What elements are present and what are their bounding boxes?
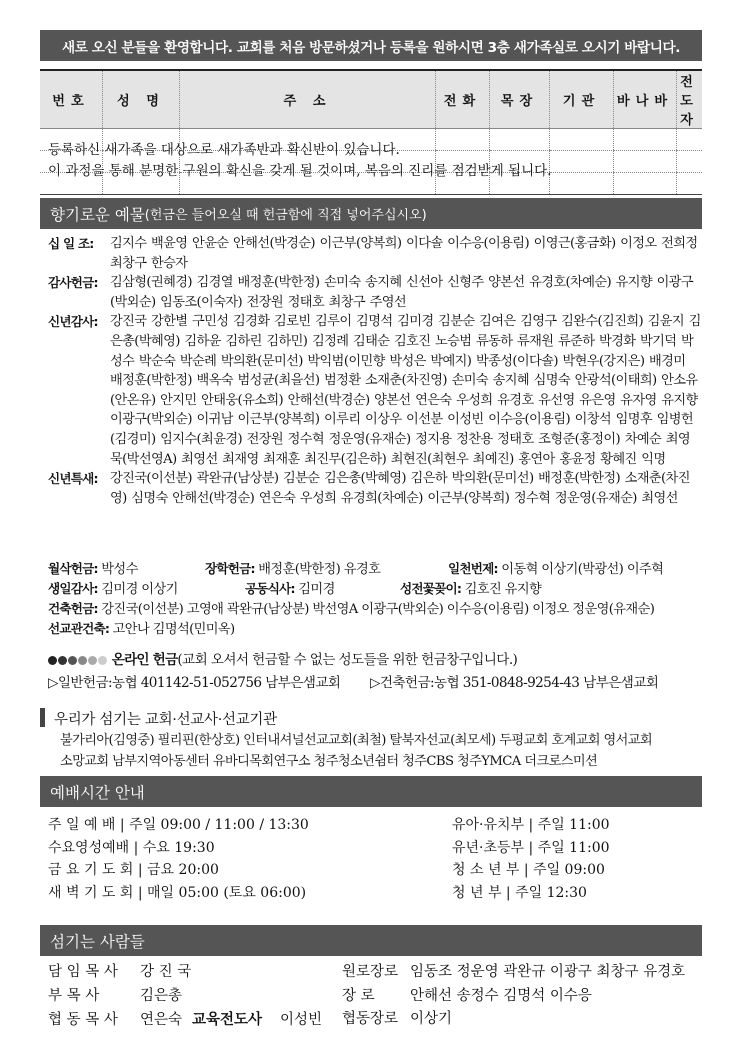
servers-right [342, 961, 685, 1032]
role-name: 김은총 [140, 987, 183, 1004]
role-label: 담 임 목 사 [48, 964, 118, 980]
offering-header [40, 198, 702, 229]
offering-label: 십 일 조: [48, 236, 94, 251]
list-item [48, 273, 702, 312]
meal-label: 공동식사: [245, 581, 295, 596]
role-label: 협 동 목 사 [48, 1012, 118, 1028]
dots-icon [48, 652, 108, 668]
worship-time-wednesday: 수요영성예배 | 수요 19:30 [48, 839, 215, 856]
servers-header [40, 925, 702, 956]
list-item [48, 469, 702, 508]
role-name: 임동조 정운영 곽완규 이광구 최창구 유경호 [410, 964, 686, 980]
worship-right [452, 814, 610, 904]
col-barnabas: 바나바 [614, 70, 677, 129]
flower-label: 성전꽃꽂이: [400, 581, 462, 596]
online-heading [48, 648, 517, 668]
misc-row-2 [48, 578, 178, 597]
registration-note-2: 이 과정을 통해 분명한 구원의 확신을 갖게 될 것이며, 복음의 진리를 점검받게 됩니다. [48, 163, 552, 179]
misc-row-1 [48, 558, 138, 577]
online-general: ▷일반헌금:농협 401142-51-052756 남부은샘교회 [48, 675, 341, 691]
col-name: 성 명 [103, 70, 180, 129]
flower-names: 김호진 유지향 [464, 582, 542, 597]
role-name: 이성빈 [280, 1012, 323, 1028]
col-org: 기관 [550, 70, 614, 129]
list-item [48, 1008, 322, 1033]
misc-row-3 [48, 598, 654, 617]
role-name: 강 진 국 [140, 964, 192, 980]
col-evangelist: 전도자 [677, 70, 703, 129]
weekly-names: 박성수 [101, 562, 138, 577]
worship-header [40, 776, 702, 807]
servers-title: 섬기는 사람들 [50, 932, 145, 951]
role-label: 부 목 사 [48, 987, 100, 1004]
first-names: 이동혁 이상기(박광선) 이주혁 [501, 562, 664, 577]
worship-time-youth: 청 소 년 부 | 주일 09:00 [452, 862, 605, 878]
role-label: 교육전도사 [192, 1011, 263, 1028]
offering-names: 강진국(이선분) 곽완규(남상분) 김분순 김은총(박혜영) 김은하 박의환(문미선) 배정훈(박한정) 소재춘(차진영) 심명숙 안해선(박경순) 연은숙 우성희 유경희(차예순) 이근부(양복희) 정수혁 정운영(유재순) 최영선 [110, 471, 690, 506]
worship-time-kinder: 유아·유치부 | 주일 11:00 [452, 817, 610, 833]
build-names: 강진국(이선분) 고영애 곽완규(남상분) 박선영A 이광구(박외순) 이수응(이용림) 이정오 정운영(유재순) [101, 602, 655, 617]
col-phone: 전화 [436, 70, 490, 129]
offering-title: 향기로운 예물 [50, 205, 145, 224]
welcome-banner: 새로 오신 분들을 환영합니다. 교회를 처음 방문하셨거나 등록을 원하시면 3층 새가족실로 오시기 바랍니다. [40, 30, 702, 61]
online-title: 온라인 헌금 [111, 652, 178, 668]
list-item [48, 312, 702, 469]
role-name: 안해선 송정수 김명석 이수응 [410, 987, 592, 1004]
offering-list [48, 234, 702, 508]
offering-names: 강진국 강한별 구민성 김경화 김로빈 김루이 김명석 김미경 김분순 김여은 김영구 김완수(김진희) 김윤지 김은총(박혜영) 김하윤 김하린 김하민) 김정례 김태순 김호진 노승범 류동하 류재원 류준하 박경화 박기덕 박성수 박순숙 박순례 박의환(문미선) 박익범(이민향 박성은 박예지) 박종성(이다솔) 박현우(강지은) 배경미 배정훈(박한정) 백옥숙 범성균(최을선) 범정환 소재춘(차진영) 손미숙 송지혜 심명숙 안광석(이태희) 안소유(안온유) 안지민 안태웅(유소희) 안해선(박경순) 양본선 연은숙 우성희 유경호 유선영 유은영 유자영 유지향 이광구(박외순) 이귀남 이근부(양복희) 이루리 이상우 이선분 이성빈 이수응(이용림) 이창석 임명후 임병헌(김경미) 임지수(최윤경) 전장원 정수혁 정운영(유재순) 정지용 정찬용 정태호 조형준(홍정이) 차예순 최영묵(박선영A) 최영선 최재영 최재훈 최진무(김은하) 최현진(최현우 최예진) 홍연아 홍윤정 황혜진 익명 [110, 314, 701, 467]
birthday-label: 생일감사: [48, 581, 98, 596]
list-item [48, 961, 322, 985]
misc-row-4 [48, 618, 235, 637]
offering-names: 김지수 백윤영 안윤순 안해선(박경순) 이근부(양복희) 이다솔 이수응(이용림) 이영근(홍금화) 이정오 전희정 최창구 한승자 [110, 236, 698, 271]
birthday-names: 김미경 이상기 [101, 582, 178, 597]
role-label: 장 로 [342, 987, 375, 1004]
col-group: 목장 [490, 70, 550, 129]
online-note: (교회 오셔서 헌금할 수 없는 성도들을 위한 헌금창구입니다.) [177, 652, 518, 668]
registration-note-1: 등록하신 새가족을 대상으로 새가족반과 확신반이 있습니다. [48, 142, 400, 158]
worship-time-young-adult: 청 년 부 | 주일 12:30 [452, 884, 587, 901]
list-item [48, 985, 322, 1009]
offering-label: 신년감사: [48, 314, 98, 330]
servers-left [48, 961, 322, 1033]
misc-row-1b [205, 558, 380, 577]
offering-title-note: (헌금은 들어오실 때 헌금함에 직접 넣어주십시오) [144, 208, 427, 223]
weekly-label: 월삭헌금: [48, 561, 98, 576]
scholar-label: 장학헌금: [205, 561, 255, 576]
missions-line-2: 소망교회 남부지역아동센터 유바디목회연구소 청주청소년쉼터 청주CBS 청주YMCA 더크로스미션 [60, 754, 598, 769]
worship-time-friday: 금 요 기 도 회 | 금요 20:00 [48, 862, 219, 878]
offering-label: 신년특새: [48, 471, 98, 487]
registration-header-row [40, 70, 702, 129]
col-address: 주 소 [180, 70, 436, 129]
worship-title: 예배시간 안내 [50, 783, 145, 802]
list-item [48, 234, 702, 273]
missions-line-1: 불가리아(김영중) 필리핀(한상호) 인터내셔널선교교회(최철) 탈북자선교(최모세) 두평교회 호계교회 영서교회 [60, 733, 653, 748]
offering-names: 김삼형(권혜경) 김경열 배정훈(박한정) 손미숙 송지혜 신선아 신형주 양본선 유경호(차예순) 유지향 이광구(박외순) 임동조(이숙자) 전장원 정태호 최창구 주영선 [110, 275, 694, 310]
offering-label: 감사헌금: [48, 275, 98, 291]
first-label: 일천번제: [448, 561, 498, 576]
role-name: 연은숙 [140, 1012, 183, 1028]
misc-row-2b [245, 578, 335, 597]
missions-marker [40, 708, 45, 727]
mission-build-label: 선교관건축: [48, 621, 110, 636]
build-label: 건축헌금: [48, 601, 98, 616]
list-item [342, 961, 685, 985]
worship-time-sunday: 주 일 예 배 | 주일 09:00 / 11:00 / 13:30 [48, 817, 309, 833]
misc-row-2c [400, 578, 541, 597]
list-item [342, 1008, 685, 1032]
list-item [342, 985, 685, 1009]
worship-left [48, 814, 309, 904]
scholar-names: 배정훈(박한정) 유경호 [258, 562, 381, 577]
meal-names: 김미경 [298, 582, 335, 597]
col-number: 번호 [40, 70, 103, 129]
worship-time-dawn: 새 벽 기 도 회 | 매일 05:00 (토요 06:00) [48, 884, 307, 901]
role-name: 이상기 [410, 1011, 453, 1027]
online-build: ▷건축헌금:농협 351-0848-9254-43 남부은샘교회 [370, 675, 659, 691]
role-label: 원로장로 [342, 964, 399, 980]
worship-time-elementary: 유년·초등부 | 주일 11:00 [452, 839, 610, 856]
role-label: 협동장로 [342, 1011, 399, 1027]
misc-row-1c [448, 558, 663, 577]
missions-title: 우리가 섬기는 교회·선교사·선교기관 [54, 712, 277, 728]
mission-build-names: 고안나 김명석(민미옥) [112, 622, 235, 637]
